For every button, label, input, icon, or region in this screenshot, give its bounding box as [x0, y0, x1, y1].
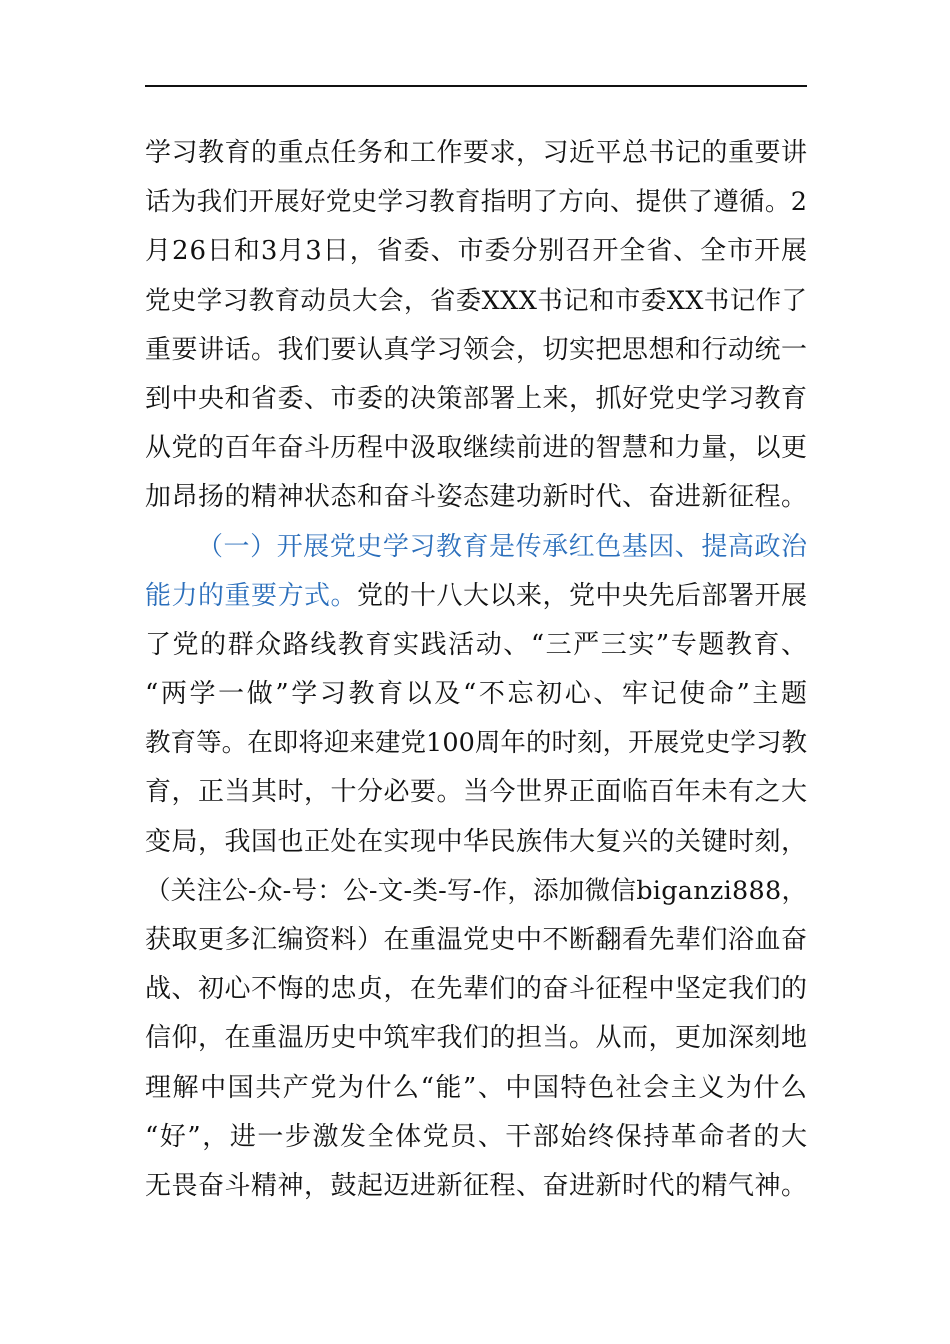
text-line [145, 1014, 807, 1063]
text-line [145, 424, 807, 473]
line-text: 教育等。在即将迎来建党100周年的时刻，开展党史学习教 [145, 728, 808, 759]
text-line [145, 129, 807, 178]
text-line [145, 473, 807, 522]
text-line [145, 1162, 807, 1211]
section-heading: 能力的重要方式。 [145, 580, 357, 611]
text-line [145, 1064, 807, 1113]
line-text: 党史学习教育动员大会，省委XXX书记和市委XX书记作了 [145, 285, 808, 316]
line-text: 加昂扬的精神状态和奋斗姿态建功新时代、奋进新征程。 [145, 482, 808, 513]
text-line [145, 670, 810, 719]
header-rule [145, 85, 807, 87]
text-line [145, 375, 807, 424]
section-heading-line [145, 523, 807, 572]
text-line [145, 916, 807, 965]
line-text: 无畏奋斗精神，鼓起迈进新征程、奋进新时代的精气神。 [145, 1170, 808, 1201]
text-line [145, 277, 807, 326]
text-line [145, 621, 807, 670]
line-text: 变局，我国也正处在实现中华民族伟大复兴的关键时刻， [145, 826, 808, 857]
line-text: 到中央和省委、市委的决策部署上来，抓好党史学习教育 [145, 383, 808, 414]
text-line [145, 768, 807, 817]
line-text: 理解中国共产党为什么“能”、中国特色社会主义为什么 [145, 1072, 809, 1103]
line-text: 育，正当其时，十分必要。当今世界正面临百年未有之大 [145, 777, 808, 808]
text-line [145, 818, 807, 867]
line-text: 重要讲话。我们要认真学习领会，切实把思想和行动统一 [145, 334, 808, 365]
text-line [145, 326, 807, 375]
line-text: 信仰，在重温历史中筑牢我们的担当。从而，更加深刻地 [145, 1023, 808, 1054]
section-heading: （一）开展党史学习教育是传承红色基因、提高政治 [197, 531, 808, 562]
line-text: 学习教育的重点任务和工作要求，习近平总书记的重要讲 [145, 138, 808, 168]
text-line [145, 719, 807, 768]
line-text: 获取更多汇编资料）在重温党史中不断翻看先辈们浴血奋 [145, 925, 808, 955]
line-text: “两学一做”学习教育以及“不忘初心、牢记使命”主题 [145, 679, 810, 710]
line-text: 月26日和3月3日，省委、市委分别召开全省、全市开展 [145, 236, 808, 267]
line-text: “好”，进一步激发全体党员、干部始终保持革命者的大 [145, 1121, 809, 1152]
line-text: 从党的百年奋斗历程中汲取继续前进的智慧和力量，以更 [145, 433, 808, 464]
line-text: 了党的群众路线教育实践活动、“三严三实”专题教育、 [145, 629, 809, 660]
line-text: 战、初心不悔的忠贞，在先辈们的奋斗征程中坚定我们的 [145, 974, 808, 1005]
line-text: （关注公-众-号：公-文-类-写-作，添加微信biganzi888， [145, 875, 808, 906]
line-text: 话为我们开展好党史学习教育指明了方向、提供了遵循。2 [145, 187, 808, 218]
line-text: 党的十八大以来，党中央先后部署开展 [357, 580, 808, 611]
text-line [145, 1113, 807, 1162]
text-line [145, 867, 807, 916]
document-body [145, 129, 810, 1211]
text-line [145, 178, 807, 227]
text-line [145, 227, 807, 276]
text-line [145, 572, 807, 621]
text-line [145, 965, 807, 1014]
